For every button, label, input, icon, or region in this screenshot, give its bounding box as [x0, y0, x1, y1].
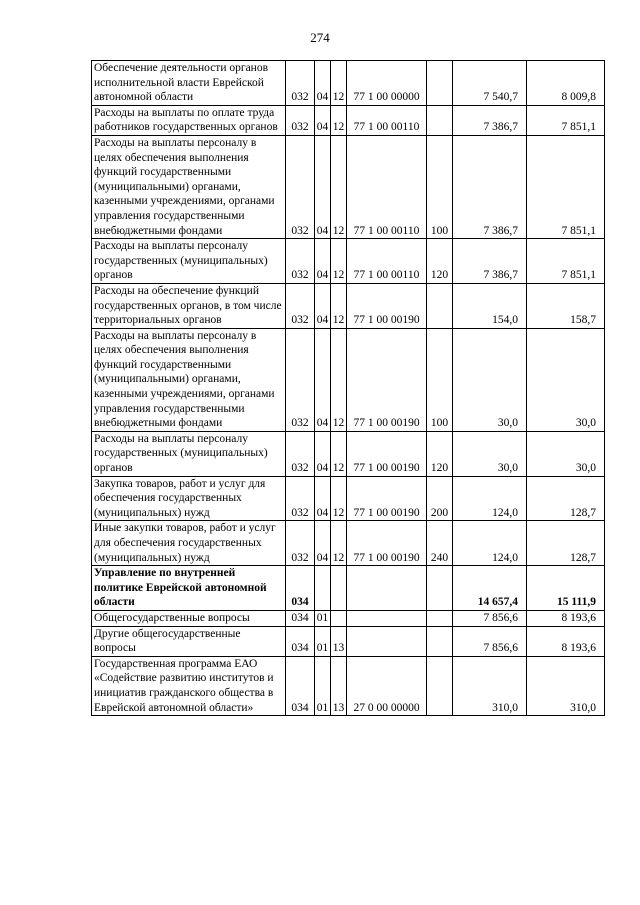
sum-first-year-cell: 7 856,6: [453, 626, 527, 656]
table-row: [92, 328, 605, 431]
sum-first-year-cell: 14 657,4: [453, 566, 527, 611]
row-name-cell: Государственная программа ЕАО «Содействие развитию институтов и инициатив гражданского общества в Еврейской автономной области»: [92, 656, 286, 715]
target-article-cell: 77 1 00 00110: [347, 105, 427, 135]
admin-code-cell: 032: [286, 431, 315, 476]
sum-first-year-cell: 310,0: [453, 656, 527, 715]
table-row: [92, 656, 605, 715]
table-row: [92, 135, 605, 238]
sum-second-year-cell: 30,0: [527, 328, 605, 431]
expense-type-cell: [427, 626, 453, 656]
page-number: 274: [310, 30, 330, 45]
subsection-code-cell: 12: [331, 283, 347, 328]
target-article-cell: 77 1 00 00190: [347, 328, 427, 431]
sum-second-year-cell: 128,7: [527, 476, 605, 521]
sum-second-year-cell: 128,7: [527, 521, 605, 566]
admin-code-cell: 034: [286, 610, 315, 626]
table-row: [92, 626, 605, 656]
target-article-cell: 77 1 00 00110: [347, 135, 427, 238]
subsection-code-cell: [331, 610, 347, 626]
subsection-code-cell: 12: [331, 328, 347, 431]
target-article-cell: 77 1 00 00190: [347, 476, 427, 521]
section-code-cell: 04: [315, 476, 331, 521]
admin-code-cell: 032: [286, 135, 315, 238]
admin-code-cell: 032: [286, 105, 315, 135]
sum-first-year-cell: 124,0: [453, 521, 527, 566]
sum-second-year-cell: 15 111,9: [527, 566, 605, 611]
admin-code-cell: 032: [286, 476, 315, 521]
sum-first-year-cell: 124,0: [453, 476, 527, 521]
sum-second-year-cell: 158,7: [527, 283, 605, 328]
target-article-cell: 77 1 00 00190: [347, 431, 427, 476]
expense-type-cell: 120: [427, 431, 453, 476]
expense-type-cell: [427, 610, 453, 626]
sum-first-year-cell: 154,0: [453, 283, 527, 328]
expense-type-cell: [427, 656, 453, 715]
sum-second-year-cell: 8 009,8: [527, 61, 605, 106]
admin-code-cell: 034: [286, 626, 315, 656]
admin-code-cell: 032: [286, 283, 315, 328]
row-name-cell: Другие общегосударственные вопросы: [92, 626, 286, 656]
target-article-cell: 77 1 00 00190: [347, 521, 427, 566]
section-code-cell: 04: [315, 105, 331, 135]
sum-second-year-cell: 8 193,6: [527, 610, 605, 626]
sum-second-year-cell: 8 193,6: [527, 626, 605, 656]
section-code-cell: 04: [315, 135, 331, 238]
expense-type-cell: 120: [427, 239, 453, 284]
row-name-cell: Иные закупки товаров, работ и услуг для обеспечения государственных (муниципальных) нужд: [92, 521, 286, 566]
section-code-cell: 04: [315, 61, 331, 106]
expense-type-cell: [427, 566, 453, 611]
subsection-code-cell: 13: [331, 656, 347, 715]
table-row: [92, 610, 605, 626]
row-name-cell: Общегосударственные вопросы: [92, 610, 286, 626]
expense-type-cell: 240: [427, 521, 453, 566]
table-row: [92, 105, 605, 135]
section-code-cell: 04: [315, 283, 331, 328]
section-code-cell: [315, 566, 331, 611]
expense-type-cell: [427, 61, 453, 106]
admin-code-cell: 032: [286, 328, 315, 431]
row-name-cell: Расходы на выплаты персоналу государственных (муниципальных) органов: [92, 239, 286, 284]
table-row: [92, 283, 605, 328]
subsection-code-cell: 12: [331, 431, 347, 476]
table-body: [92, 61, 605, 716]
row-name-cell: Расходы на выплаты персоналу в целях обеспечения выполнения функций государственными (муниципальными) органами, казенными учреждениями, органами управления государственными внебюджетными фондами: [92, 135, 286, 238]
subsection-code-cell: 12: [331, 239, 347, 284]
subsection-code-cell: 12: [331, 476, 347, 521]
sum-second-year-cell: 30,0: [527, 431, 605, 476]
admin-code-cell: 034: [286, 566, 315, 611]
sum-second-year-cell: 7 851,1: [527, 105, 605, 135]
sum-first-year-cell: 30,0: [453, 328, 527, 431]
section-code-cell: 01: [315, 610, 331, 626]
subsection-code-cell: 13: [331, 626, 347, 656]
section-code-cell: 04: [315, 239, 331, 284]
row-name-cell: Расходы на обеспечение функций государственных органов, в том числе территориальных органов: [92, 283, 286, 328]
admin-code-cell: 034: [286, 656, 315, 715]
table-row: [92, 431, 605, 476]
sum-first-year-cell: 30,0: [453, 431, 527, 476]
target-article-cell: [347, 610, 427, 626]
row-name-cell: Расходы на выплаты персоналу в целях обеспечения выполнения функций государственными (муниципальными) органами, казенными учреждениями, органами управления государственными внебюджетными фондами: [92, 328, 286, 431]
expense-type-cell: 100: [427, 328, 453, 431]
subsection-code-cell: 12: [331, 135, 347, 238]
section-code-cell: 01: [315, 656, 331, 715]
table-row: [92, 239, 605, 284]
target-article-cell: [347, 626, 427, 656]
target-article-cell: [347, 566, 427, 611]
section-code-cell: 04: [315, 521, 331, 566]
expense-type-cell: 100: [427, 135, 453, 238]
expense-type-cell: [427, 105, 453, 135]
sum-first-year-cell: 7 386,7: [453, 135, 527, 238]
row-name-cell: Расходы на выплаты персоналу государственных (муниципальных) органов: [92, 431, 286, 476]
sum-second-year-cell: 310,0: [527, 656, 605, 715]
target-article-cell: 27 0 00 00000: [347, 656, 427, 715]
sum-second-year-cell: 7 851,1: [527, 239, 605, 284]
table-row: [92, 61, 605, 106]
subsection-code-cell: 12: [331, 521, 347, 566]
table-row: [92, 476, 605, 521]
admin-code-cell: 032: [286, 239, 315, 284]
budget-table: [91, 60, 605, 716]
target-article-cell: 77 1 00 00190: [347, 283, 427, 328]
row-name-cell: Обеспечение деятельности органов исполнительной власти Еврейской автономной области: [92, 61, 286, 106]
sum-second-year-cell: 7 851,1: [527, 135, 605, 238]
subsection-code-cell: 12: [331, 61, 347, 106]
section-code-cell: 04: [315, 328, 331, 431]
subsection-code-cell: [331, 566, 347, 611]
target-article-cell: 77 1 00 00000: [347, 61, 427, 106]
row-name-cell: Закупка товаров, работ и услуг для обеспечения государственных (муниципальных) нужд: [92, 476, 286, 521]
section-code-cell: 01: [315, 626, 331, 656]
sum-first-year-cell: 7 540,7: [453, 61, 527, 106]
expense-type-cell: [427, 283, 453, 328]
sum-first-year-cell: 7 386,7: [453, 105, 527, 135]
section-code-cell: 04: [315, 431, 331, 476]
target-article-cell: 77 1 00 00110: [347, 239, 427, 284]
table-row: [92, 521, 605, 566]
row-name-cell: Расходы на выплаты по оплате труда работников государственных органов: [92, 105, 286, 135]
table-row: [92, 566, 605, 611]
sum-first-year-cell: 7 856,6: [453, 610, 527, 626]
row-name-cell: Управление по внутренней политике Еврейской автономной области: [92, 566, 286, 611]
subsection-code-cell: 12: [331, 105, 347, 135]
admin-code-cell: 032: [286, 61, 315, 106]
sum-first-year-cell: 7 386,7: [453, 239, 527, 284]
expense-type-cell: 200: [427, 476, 453, 521]
admin-code-cell: 032: [286, 521, 315, 566]
